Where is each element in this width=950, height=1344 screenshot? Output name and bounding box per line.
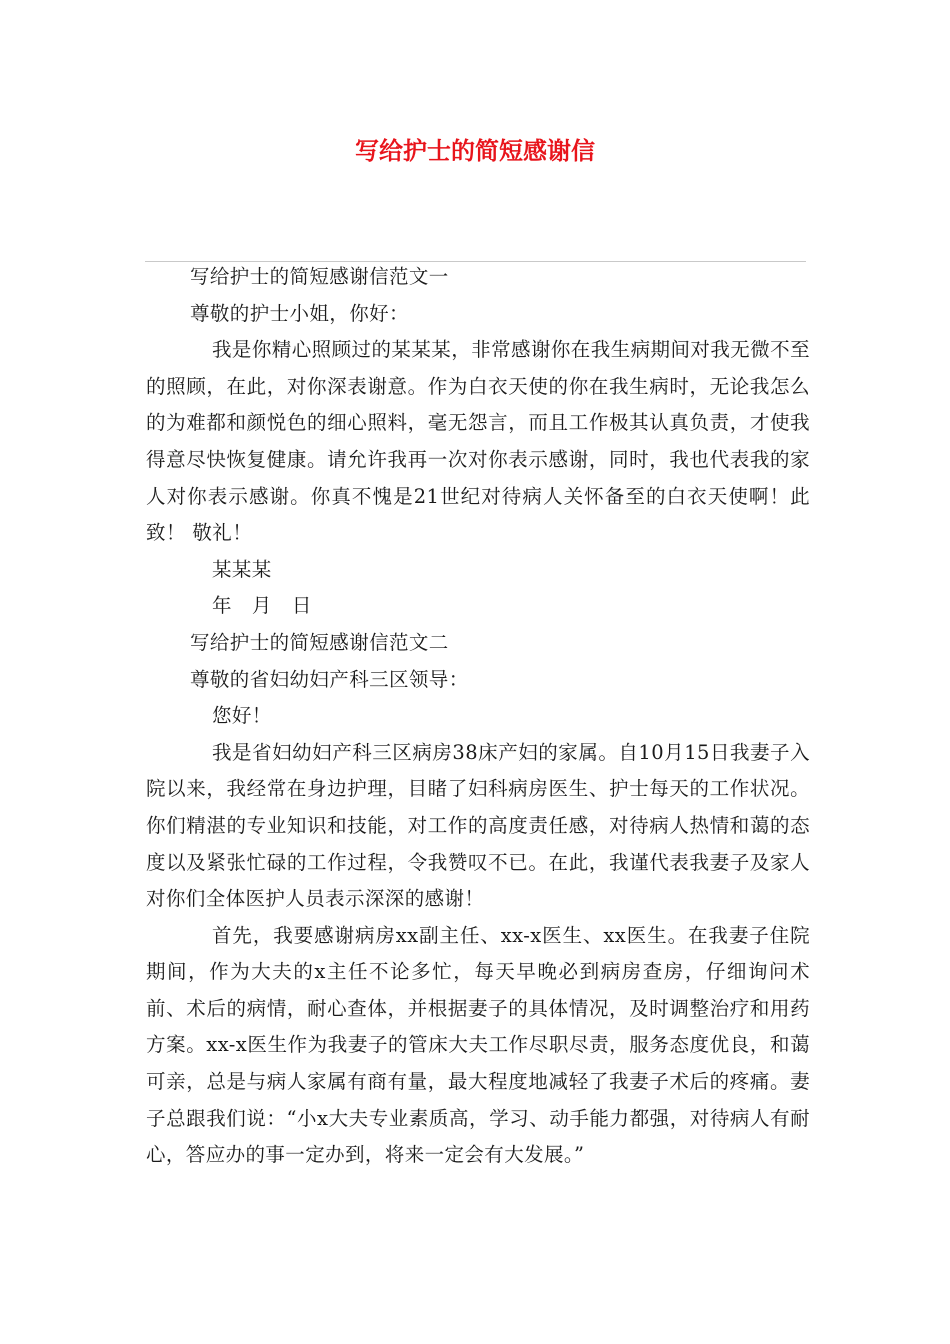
date-day: 日 [291, 594, 312, 618]
letter1-body: 我是你精心照顾过的某某某，非常感谢你在我生病期间对我无微不至的照顾，在此，对你深表谢意。作为白衣天使的你在我生病时，无论我怎么的为难都和颜悦色的细心照料，毫无怨言，而且工作极其认真负责，才使我得意尽快恢复健康。请允许我再一次对你表示感谢，同时，我也代表我的家人对你表示感谢。你真不愧是21世纪对待病人关怀备至的白衣天使啊！此致！ 敬礼！ [146, 338, 810, 545]
letter1-heading: 写给护士的简短感谢信范文一 [190, 265, 449, 288]
document-body [146, 259, 810, 1174]
letter2-greeting: 您好！ [212, 704, 272, 728]
date-year: 年 [212, 594, 232, 618]
document-title: 写给护士的简短感谢信 [355, 137, 595, 165]
letter2-salutation: 尊敬的省妇幼妇产科三区领导： [190, 667, 469, 691]
letter2-heading: 写给护士的简短感谢信范文二 [190, 630, 449, 654]
date-month: 月 [251, 594, 272, 618]
letter1-salutation: 尊敬的护士小姐，你好： [190, 301, 409, 325]
letter1-date [146, 588, 810, 625]
letter2-paragraph2: 首先，我要感谢病房xx副主任、xx-x医生、xx医生。在我妻子住院期间，作为大夫的x主任不论多忙，每天早晚必到病房查房，仔细询问术前、术后的病情，耐心查体，并根据妻子的具体情况，及时调整治疗和用药方案。xx-x医生作为我妻子的管床大夫工作尽职尽责，服务态度优良，和蔼可亲，总是与病人家属有商有量，最大程度地减轻了我妻子术后的疼痛。妻子总跟我们说：“小x大夫专业素质高，学习、动手能力都强，对待病人有耐心，答应办的事一定办到，将来一定会有大发展。” [146, 923, 810, 1167]
letter1-signature: 某某某 [212, 557, 272, 581]
letter2-paragraph1: 我是省妇幼妇产科三区病房38床产妇的家属。自10月15日我妻子入院以来，我经常在身边护理，目睹了妇科病房医生、护士每天的工作状况。你们精湛的专业知识和技能，对工作的高度责任感，对待病人热情和蔼的态度以及紧张忙碌的工作过程，令我赞叹不已。在此，我谨代表我妻子及家人对你们全体医护人员表示深深的感谢！ [146, 740, 810, 911]
